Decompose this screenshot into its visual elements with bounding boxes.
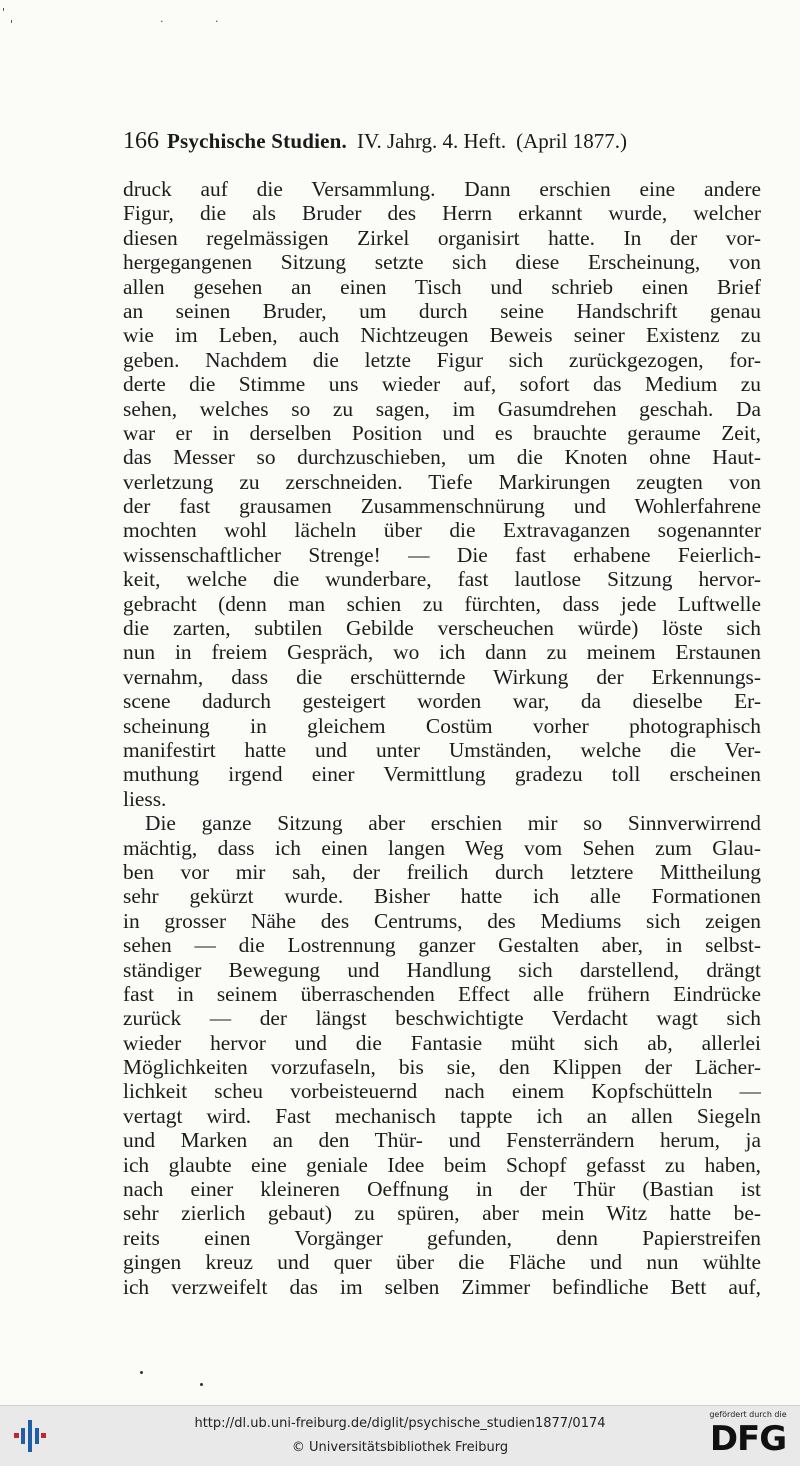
text-line: sehr gekürzt wurde. Bisher hatte ich alle Formationen: [123, 884, 761, 909]
text-line: Figur, die als Bruder des Herrn erkannt wurde, welcher: [123, 201, 761, 226]
permalink-url[interactable]: http://dl.ub.uni-freiburg.de/diglit/psychische_studien1877/0174: [194, 1416, 606, 1431]
text-line: ben vor mir sah, der freilich durch letztere Mittheilung: [123, 859, 761, 884]
text-line: an seinen Bruder, um durch seine Handschrift genau: [123, 298, 761, 323]
text-line: druck auf die Versammlung. Dann erschien eine andere: [123, 177, 761, 201]
text-line: nach einer kleineren Oeffnung in der Thür (Bastian ist: [123, 1177, 761, 1202]
text-line: liess.: [123, 786, 167, 811]
page-number: 166: [123, 128, 159, 154]
text-line: war er in derselben Position und es brauchte geraume Zeit,: [123, 420, 761, 445]
text-line: diesen regelmässigen Zirkel organisirt hatte. In der vor-: [123, 225, 761, 250]
text-line: wie im Leben, auch Nichtzeugen Beweis seiner Existenz zu: [123, 323, 761, 348]
text-line: und Marken an den Thür- und Fensterrändern herum, ja: [123, 1128, 761, 1153]
text-line: zurück — der längst beschwichtigte Verdacht wagt sich: [123, 1006, 761, 1031]
text-line: in grosser Nähe des Centrums, des Mediums sich zeigen: [123, 908, 761, 933]
scan-mark: .: [160, 12, 164, 25]
text-line: das Messer so durchzuschieben, um die Knoten ohne Haut-: [123, 445, 761, 470]
scan-mark: ': [10, 18, 14, 31]
text-line: verletzung zu zerschneiden. Tiefe Markirungen zeugten von: [123, 469, 761, 494]
issue-info: IV. Jahrg. 4. Heft.: [357, 129, 507, 153]
text-line: ständiger Bewegung und Handlung sich darstellend, drängt: [123, 957, 761, 982]
text-line: manifestirt hatte und unter Umständen, welche die Ver-: [123, 737, 761, 762]
scan-mark: .: [215, 12, 219, 25]
funding-caption: gefördert durch die: [709, 1410, 787, 1419]
text-line: sehen, welches so zu sagen, im Gasumdrehen geschah. Da: [123, 396, 761, 421]
text-line: geben. Nachdem die letzte Figur sich zurückgezogen, for-: [123, 347, 761, 372]
text-line: scene dadurch gesteigert worden war, da dieselbe Er-: [123, 689, 761, 714]
text-line: nun in freiem Gespräch, wo ich dann zu meinem Erstaunen: [123, 640, 761, 665]
page-header: [123, 128, 763, 155]
body-text: [123, 177, 761, 1299]
text-line: scheinung in gleichem Costüm vorher photographisch: [123, 713, 761, 738]
text-line: allen gesehen an einen Tisch und schrieb einen Brief: [123, 274, 761, 299]
text-line: die zarten, subtilen Gebilde verscheuchen würde) löste sich: [123, 616, 761, 641]
copyright-notice: © Universitätsbibliothek Freiburg: [291, 1440, 509, 1455]
text-line: mächtig, dass ich einen langen Weg vom Sehen zum Glau-: [123, 835, 761, 860]
text-line: vertagt wird. Fast mechanisch tappte ich an allen Siegeln: [123, 1103, 761, 1128]
text-line: reits einen Vorgänger gefunden, denn Papierstreifen: [123, 1225, 761, 1250]
text-line: Die ganze Sitzung aber erschien mir so Sinnverwirrend: [145, 811, 761, 836]
text-line: gebracht (denn man schien zu fürchten, dass jede Luftwelle: [123, 591, 761, 616]
text-line: fast in seinem überraschenden Effect alle frühern Eindrücke: [123, 981, 761, 1006]
text-line: sehen — die Lostrennung ganzer Gestalten aber, in selbst-: [123, 933, 761, 958]
scan-bottom-marks: [0, 1385, 800, 1395]
text-line: muthung irgend einer Vermittlung gradezu toll erscheinen: [123, 762, 761, 787]
scan-mark: ': [2, 6, 6, 19]
text-line: Möglichkeiten vorzufaseln, bis sie, den Klippen der Lächer-: [123, 1055, 761, 1080]
text-line: gingen kreuz und quer über die Fläche und nun wühlte: [123, 1250, 761, 1275]
text-line: lichkeit scheu vorbeisteuernd nach einem Kopfschütteln —: [123, 1079, 761, 1104]
text-line: vernahm, dass die erschütternde Wirkung der Erkennungs-: [123, 664, 761, 689]
text-line: ich glaubte eine geniale Idee beim Schopf gefasst zu haben,: [123, 1152, 761, 1177]
text-line: sehr zierlich gebaut) zu spüren, aber mein Witz hatte be-: [123, 1201, 761, 1226]
text-line: ich verzweifelt das im selben Zimmer befindliche Bett auf,: [123, 1274, 761, 1299]
dfg-logo: [704, 1410, 792, 1462]
issue-date: (April 1877.): [516, 129, 627, 153]
text-line: mochten wohl lächeln über die Extravaganzen sogenannter: [123, 518, 761, 543]
dfg-wordmark: DFG: [709, 1419, 787, 1459]
scan-edge-marks: [0, 6, 800, 31]
text-line: wieder hervor und die Fantasie müht sich ab, allerlei: [123, 1030, 761, 1055]
running-title: Psychische Studien.: [167, 129, 347, 153]
text-line: der fast grausamen Zusammenschnürung und Wohlerfahrene: [123, 494, 761, 519]
text-line: hergegangenen Sitzung setzte sich diese Erscheinung, von: [123, 250, 761, 275]
text-line: keit, welche die wunderbare, fast lautlose Sitzung hervor-: [123, 567, 761, 592]
text-line: derte die Stimme uns wieder auf, sofort das Medium zu: [123, 372, 761, 397]
text-line: wissenschaftlicher Strenge! — Die fast erhabene Feierlich-: [123, 542, 761, 567]
footer-bar: [0, 1405, 800, 1466]
